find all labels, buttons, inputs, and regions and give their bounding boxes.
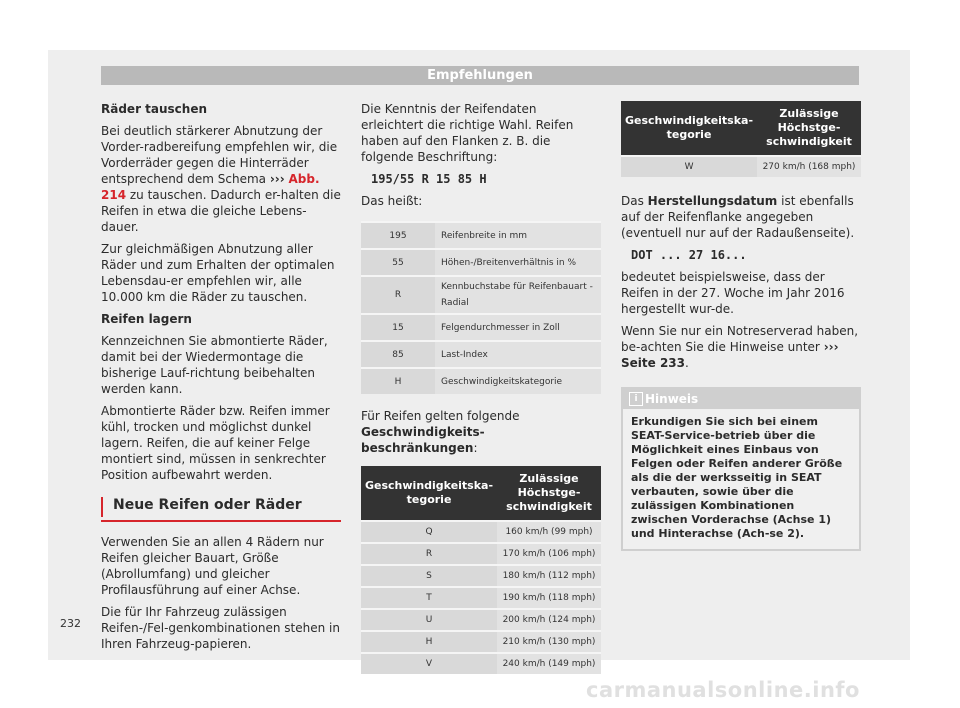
table-row [361,248,601,275]
reference-arrow: ››› [823,340,839,354]
table-cell-value: 240 km/h (149 mph) [497,652,601,674]
table-cell-value: 180 km/h (112 mph) [497,564,601,586]
table-row [361,340,601,367]
paragraph: Verwenden Sie an allen 4 Rädern nur Reifen gleicher Bauart, Größe (Abrollumfang) und gleicher Profilausführung auf einer Achse. [101,535,324,597]
paragraph: Abmontierte Räder bzw. Reifen immer kühl, trocken und möglichst dunkel lagern. Reifen, die auf keiner Felge montiert sind, müssen in senkrechter Position aufbewahrt werden. [101,404,330,482]
table-header: Zulässige Höchstge-schwindigkeit [497,466,601,520]
paragraph: Das Herstellungsdatum ist ebenfalls auf der Reifenflanke angegeben (eventuell nur auf der Radaußenseite). [621,194,855,240]
section-heading: Neue Reifen oder Räder [101,497,341,522]
table-cell-key: T [361,586,497,608]
table-cell-value: Geschwindigkeitskategorie [435,367,601,394]
paragraph: Für Reifen gelten folgende Geschwindigkeits-beschränkungen: [361,409,520,455]
table-row [361,520,601,542]
table-cell-key: U [361,608,497,630]
table-row [361,221,601,248]
table-row [361,564,601,586]
table-cell-value: 200 km/h (124 mph) [497,608,601,630]
column-left [101,101,341,658]
table-cell-key: V [361,652,497,674]
page-header: Empfehlungen [101,66,859,85]
table-cell-value: 190 km/h (118 mph) [497,586,601,608]
speed-table-continued [621,101,861,177]
table-cell-key: R [361,275,435,313]
table-row [361,313,601,340]
table-cell-key: 85 [361,340,435,367]
table-cell-value: Kennbuchstabe für Reifenbauart - Radial [435,275,601,313]
note-header [623,389,859,409]
figure-link[interactable]: Abb. 214 [101,172,320,202]
table-header: Zulässige Höchstge-schwindigkeit [757,101,861,155]
table-cell-value: 160 km/h (99 mph) [497,520,601,542]
table-cell-key: W [621,155,757,177]
table-cell-value: Last-Index [435,340,601,367]
paragraph: Zur gleichmäßigen Abnutzung aller Räder und zum Erhalten der optimalen Lebensdau-er empfehlen wir, alle 10.000 km die Räder zu tauschen. [101,242,335,304]
tire-code-table [361,221,601,394]
table-row [361,586,601,608]
heading-reifen-lagern: Reifen lagern [101,312,192,326]
column-right [621,101,859,551]
column-middle [361,101,601,674]
paragraph: Bei deutlich stärkerer Abnutzung der Vorder-radbereifung empfehlen wir, die Vorderräder gegen die Hinterräder entsprechend dem Schema ››› Abb. 214 zu tauschen. Dadurch er-halten die Reifen in etwa die gleiche Lebens-dauer. [101,124,341,234]
note-box [621,387,861,551]
table-cell-key: S [361,564,497,586]
heading-raeder-tauschen: Räder tauschen [101,102,208,116]
table-row [361,275,601,313]
table-row [621,155,861,177]
table-row [361,367,601,394]
paragraph: Die Kenntnis der Reifendaten erleichtert die richtige Wahl. Reifen haben auf den Flanken z. B. die folgende Beschriftung: [361,102,574,164]
note-text: Erkundigen Sie sich bei einem SEAT-Service-betrieb über die Möglichkeit eines Einbaus von Felgen oder Reifen anderer Größe als die der werksseitig in SEAT verbauten, sowie über die zulässigen Kombinationen zwischen Vorderachse (Achse 1) und Hinterachse (Ach-se 2). [631,415,843,540]
table-row [361,608,601,630]
paragraph: Die für Ihr Fahrzeug zulässigen Reifen-/Fel-genkombinationen stehen in Ihren Fahrzeug-papieren. [101,605,340,651]
paragraph: Kennzeichnen Sie abmontierte Räder, damit bei der Wiedermontage die bisherige Lauf-richtung beibehalten werden kann. [101,334,328,396]
table-cell-value: 210 km/h (130 mph) [497,630,601,652]
table-cell-key: Q [361,520,497,542]
paragraph: Das heißt: [361,194,423,208]
tire-code: 195/55 R 15 85 H [371,172,487,186]
paragraph: Wenn Sie nur ein Notreserverad haben, be-achten Sie die Hinweise unter ››› Seite 233. [621,324,859,370]
info-icon: i [629,392,643,406]
page-number: 232 [60,617,81,630]
table-cell-key: 15 [361,313,435,340]
table-cell-value: 270 km/h (168 mph) [757,155,861,177]
paragraph: bedeutet beispielsweise, dass der Reifen in der 27. Woche im Jahr 2016 hergestellt wur-de. [621,270,845,316]
table-cell-value: Felgendurchmesser in Zoll [435,313,601,340]
reference-arrow: ››› [269,172,285,186]
table-row [361,542,601,564]
table-row [361,652,601,674]
table-header: Geschwindigkeitska-tegorie [621,101,757,155]
table-cell-key: H [361,630,497,652]
table-cell-value: 170 km/h (106 mph) [497,542,601,564]
table-cell-value: Höhen-/Breitenverhältnis in % [435,248,601,275]
table-cell-value: Reifenbreite in mm [435,221,601,248]
table-cell-key: H [361,367,435,394]
watermark: carmanualsonline.info [586,678,860,702]
speed-table [361,466,601,674]
table-cell-key: R [361,542,497,564]
page-link[interactable]: Seite 233 [621,356,685,370]
table-cell-key: 55 [361,248,435,275]
table-row [361,630,601,652]
note-title: Hinweis [645,392,699,406]
table-header: Geschwindigkeitska-tegorie [361,466,497,520]
table-cell-key: 195 [361,221,435,248]
dot-code: DOT ... 27 16... [631,248,747,262]
